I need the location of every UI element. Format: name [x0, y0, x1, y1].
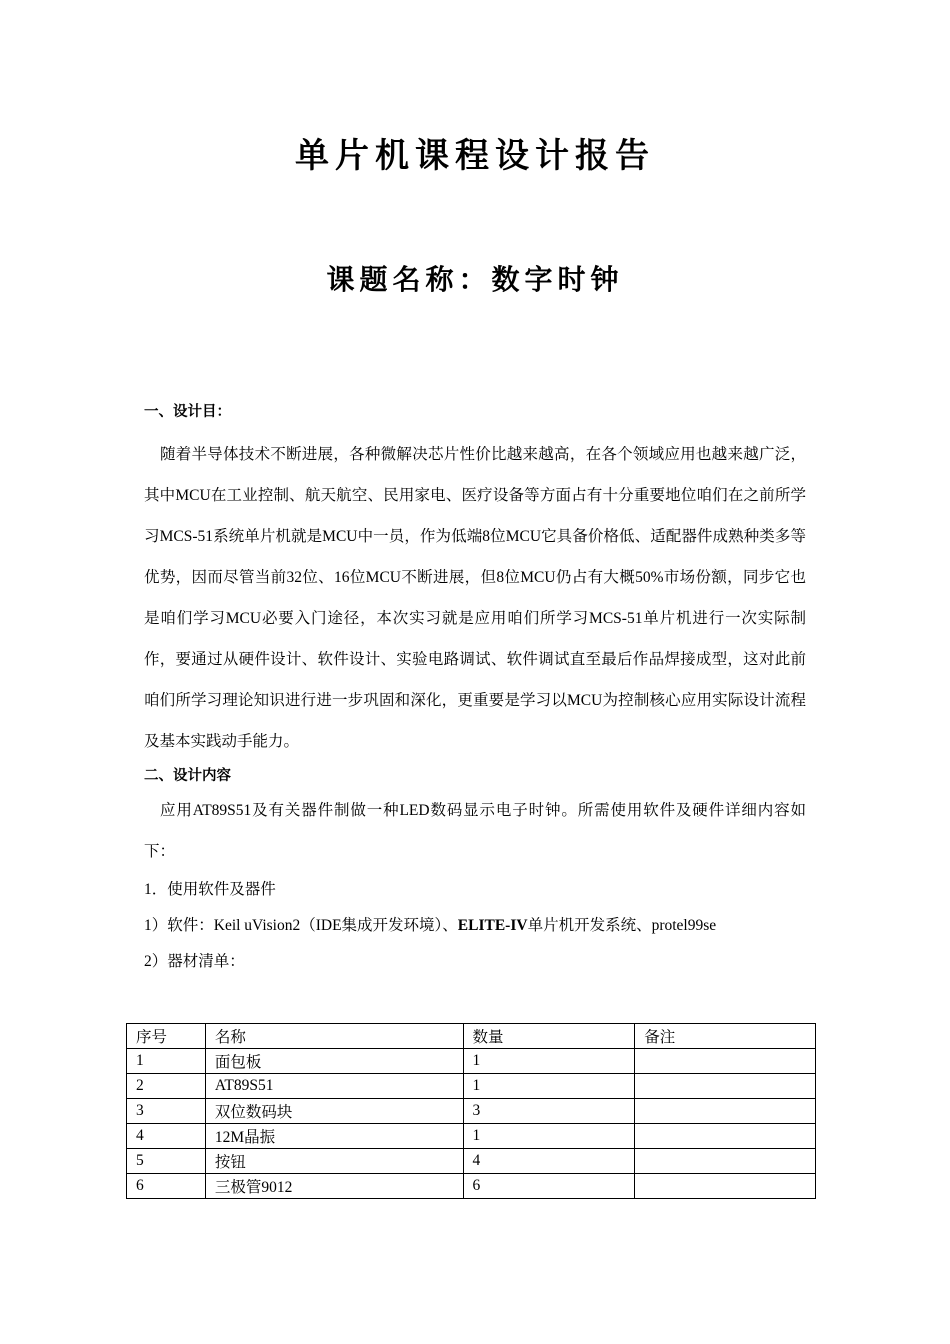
header-cell: 数量 — [463, 1024, 635, 1049]
table-cell: 三极管9012 — [205, 1174, 463, 1199]
table-cell: 6 — [463, 1174, 635, 1199]
table-cell: 2 — [127, 1074, 206, 1099]
header-cell: 名称 — [205, 1024, 463, 1049]
table-cell: 3 — [127, 1099, 206, 1124]
table-row — [127, 1074, 816, 1099]
table-row — [127, 1049, 816, 1074]
table-cell: 面包板 — [205, 1049, 463, 1074]
table-row — [127, 1124, 816, 1149]
table-header-row — [127, 1024, 816, 1049]
report-body — [144, 398, 806, 980]
table-cell — [635, 1099, 816, 1124]
software-board-name: ELITE-IV — [457, 917, 528, 934]
table-row — [127, 1099, 816, 1124]
list-item-software — [144, 908, 806, 944]
table-cell — [635, 1074, 816, 1099]
table-cell: 3 — [463, 1099, 635, 1124]
table-cell: 4 — [463, 1149, 635, 1174]
table-cell — [635, 1149, 816, 1174]
table-cell: 12M晶振 — [205, 1124, 463, 1149]
table-cell: AT89S51 — [205, 1074, 463, 1099]
list-item-software-hardware: 1．使用软件及器件 — [144, 881, 276, 898]
table-cell: 1 — [463, 1049, 635, 1074]
section-heading-content: 二、设计内容 — [144, 768, 231, 784]
header-cell: 备注 — [635, 1024, 816, 1049]
table-cell — [635, 1049, 816, 1074]
table-row — [127, 1149, 816, 1174]
table-cell — [635, 1174, 816, 1199]
table-cell: 按钮 — [205, 1149, 463, 1174]
table-cell: 1 — [463, 1074, 635, 1099]
list-item-equipment: 2）器材清单： — [144, 953, 245, 970]
header-cell: 序号 — [127, 1024, 206, 1049]
section-heading-purpose: 一、设计目： — [144, 404, 231, 420]
table-cell: 双位数码块 — [205, 1099, 463, 1124]
table-cell: 5 — [127, 1149, 206, 1174]
table-cell: 1 — [127, 1049, 206, 1074]
table-row — [127, 1174, 816, 1199]
table-cell: 1 — [463, 1124, 635, 1149]
equipment-table — [126, 1023, 816, 1199]
content-paragraph: 应用AT89S51及有关器件制做一种LED数码显示电子时钟。所需使用软件及硬件详细内容如下： — [144, 802, 806, 860]
software-suffix: 单片机开发系统、protel99se — [527, 917, 717, 934]
table-cell: 6 — [127, 1174, 206, 1199]
software-prefix: 1）软件：Keil uVision2（IDE集成开发环境）、 — [144, 917, 458, 934]
purpose-paragraph: 随着半导体技术不断进展，各种微解决芯片性价比越来越高，在各个领域应用也越来越广泛，其中MCU在工业控制、航天航空、民用家电、医疗设备等方面占有十分重要地位咱们在之前所学习MCS-51系统单片机就是MCU中一员，作为低端8位MCU它具备价格低、适配器件成熟种类多等优势，因而尽管当前32位、16位MCU不断进展，但8位MCU仍占有大概50%市场份额，同步它也是咱们学习MCU必要入门途径，本次实习就是应用咱们所学习MCS-51单片机进行一次实际制作，要通过从硬件设计、软件设计、实验电路调试、软件调试直至最后作品焊接成型，这对此前咱们所学习理论知识进行进一步巩固和深化，更重要是学习以MCU为控制核心应用实际设计流程及基本实践动手能力。 — [144, 446, 806, 750]
table-cell: 4 — [127, 1124, 206, 1149]
page-title: 单片机课程设计报告 — [295, 136, 655, 176]
project-title: 课题名称：数字时钟 — [326, 263, 624, 296]
table-cell — [635, 1124, 816, 1149]
